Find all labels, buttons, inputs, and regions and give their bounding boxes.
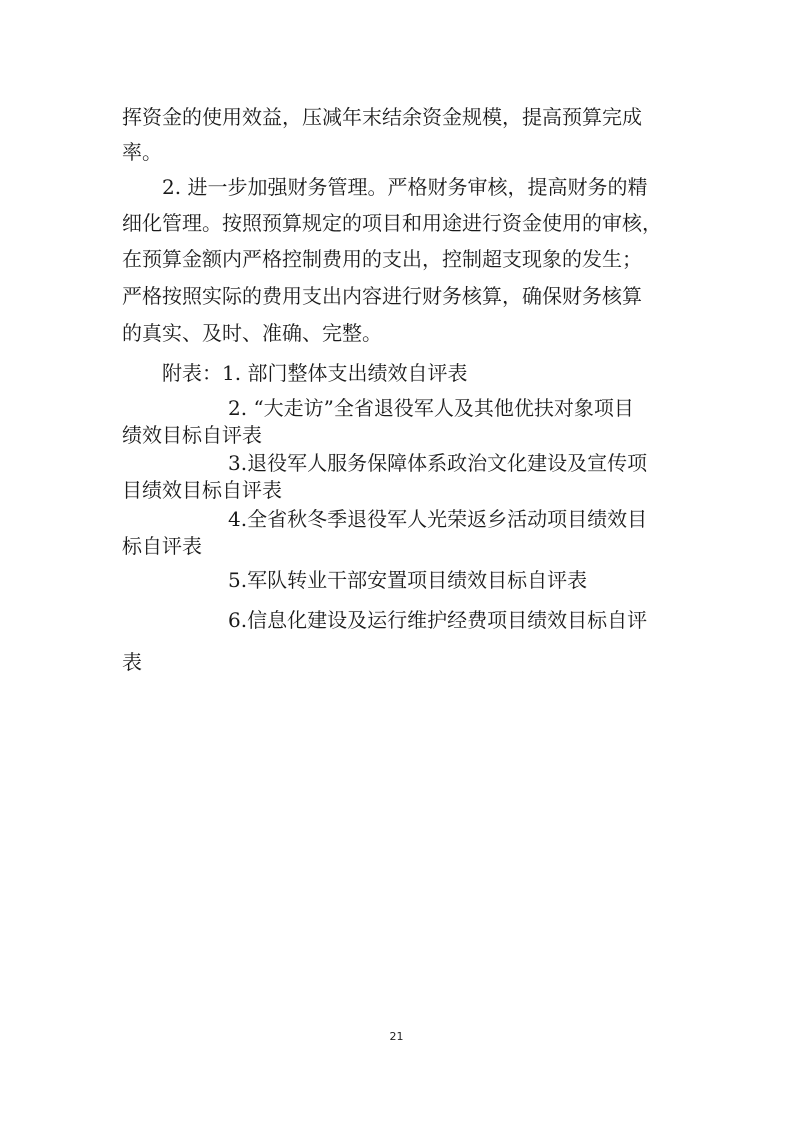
attachment-item: 标自评表 (122, 534, 202, 558)
text-line: 在预算金额内严格控制费用的支出，控制超支现象的发生； (122, 247, 642, 271)
attachment-item: 5.军队转业干部安置项目绩效目标自评表 (228, 568, 588, 592)
attachment-item: 3.退役军人服务保障体系政治文化建设及宣传项 (228, 451, 648, 475)
attachment-intro: 附表：1. 部门整体支出绩效自评表 (162, 361, 468, 385)
text-line: 的真实、及时、准确、完整。 (122, 321, 382, 345)
text-line: 率。 (122, 140, 162, 164)
attachment-item: 6.信息化建设及运行维护经费项目绩效目标自评 (228, 608, 648, 632)
text-line: 细化管理。按照预算规定的项目和用途进行资金使用的审核， (122, 211, 662, 235)
attachment-item: 表 (122, 650, 142, 674)
attachment-item: 2. “大走访”全省退役军人及其他优扶对象项目 (228, 396, 634, 420)
text-line: 严格按照实际的费用支出内容进行财务核算，确保财务核算 (122, 284, 642, 308)
attachment-item: 4.全省秋冬季退役军人光荣返乡活动项目绩效目 (228, 507, 648, 531)
attachment-item: 目绩效目标自评表 (122, 478, 282, 502)
page-number: 21 (389, 1030, 404, 1043)
attachment-item: 绩效目标自评表 (122, 423, 262, 447)
text-line: 2. 进一步加强财务管理。严格财务审核，提高财务的精 (162, 175, 648, 199)
text-line: 挥资金的使用效益，压减年末结余资金规模，提高预算完成 (122, 105, 642, 129)
